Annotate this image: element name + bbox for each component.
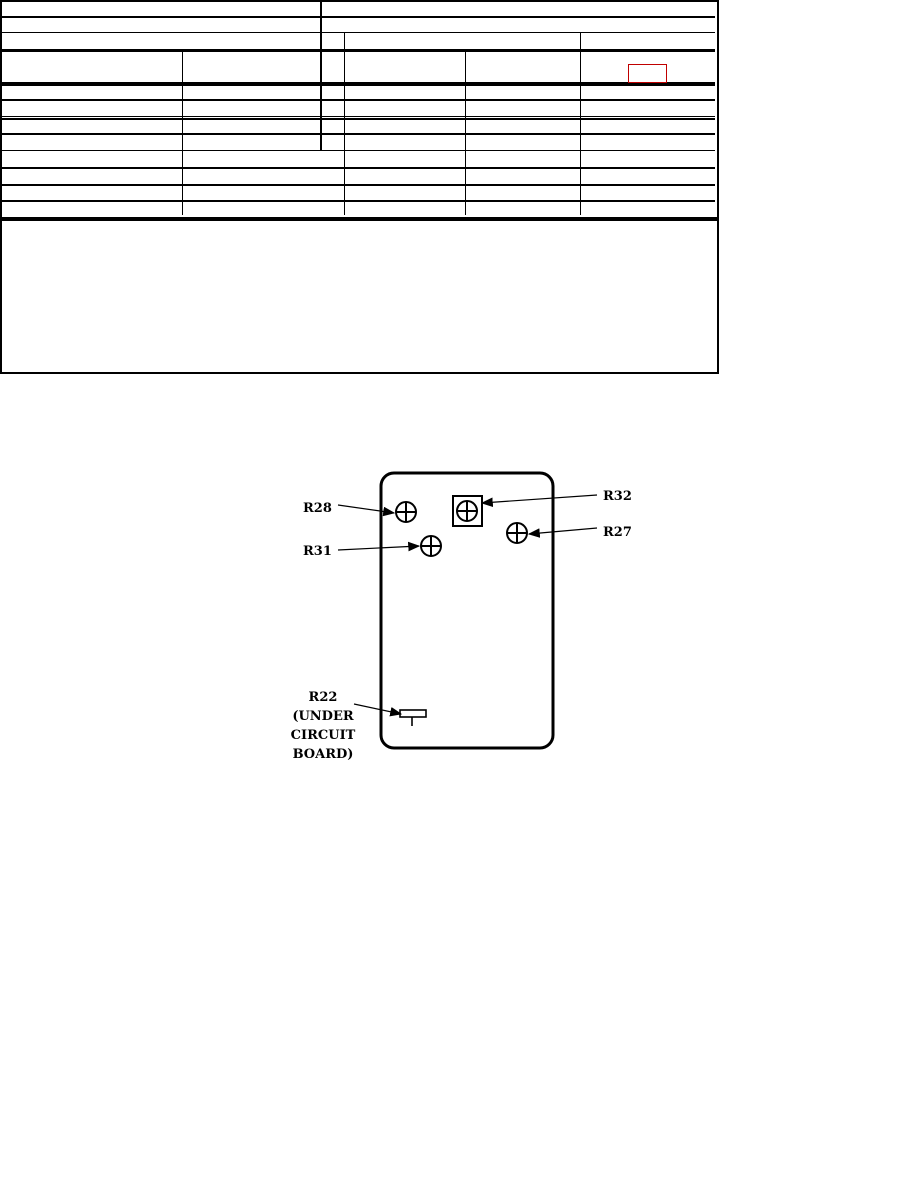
table-rule — [0, 99, 715, 101]
table-divider — [320, 0, 322, 151]
table-divider — [344, 32, 345, 215]
r27-potentiometer-icon — [507, 523, 527, 543]
table-rule — [0, 133, 715, 135]
table-divider — [182, 49, 183, 215]
r22-leader-arrow — [354, 704, 401, 714]
label-r22-note-1: (UNDER — [292, 709, 354, 724]
label-r22-note-3: BOARD) — [292, 747, 354, 762]
table-rule — [0, 50, 715, 52]
table-divider — [465, 49, 466, 215]
r31-potentiometer-icon — [421, 536, 441, 556]
table-rule — [0, 150, 715, 151]
label-r28: R28 — [303, 501, 332, 516]
table-rule — [0, 200, 715, 202]
r27-leader-arrow — [529, 528, 597, 534]
r32-leader-arrow — [482, 495, 597, 503]
table-rule — [0, 84, 715, 86]
table-divider — [580, 32, 581, 215]
data-table-bottom — [0, 219, 719, 374]
label-r22: R22 — [308, 690, 338, 705]
r31-leader-arrow — [338, 546, 419, 550]
table-rule — [0, 32, 715, 33]
table-rule — [0, 167, 715, 169]
data-table-top — [0, 0, 719, 219]
label-r22-note-2: CIRCUIT — [290, 728, 356, 743]
r28-potentiometer-icon — [396, 502, 416, 522]
label-r31: R31 — [303, 544, 332, 559]
highlight-box — [628, 64, 667, 83]
r28-leader-arrow — [338, 505, 394, 513]
table-rule — [0, 118, 715, 120]
label-r27: R27 — [603, 525, 632, 540]
table-rule — [0, 116, 715, 117]
circuit-board-diagram — [270, 460, 650, 770]
r22-component-icon — [400, 710, 426, 726]
table-rule — [0, 184, 715, 186]
r32-potentiometer-icon — [453, 496, 482, 526]
table-rule — [0, 16, 715, 18]
label-r32: R32 — [603, 489, 632, 504]
